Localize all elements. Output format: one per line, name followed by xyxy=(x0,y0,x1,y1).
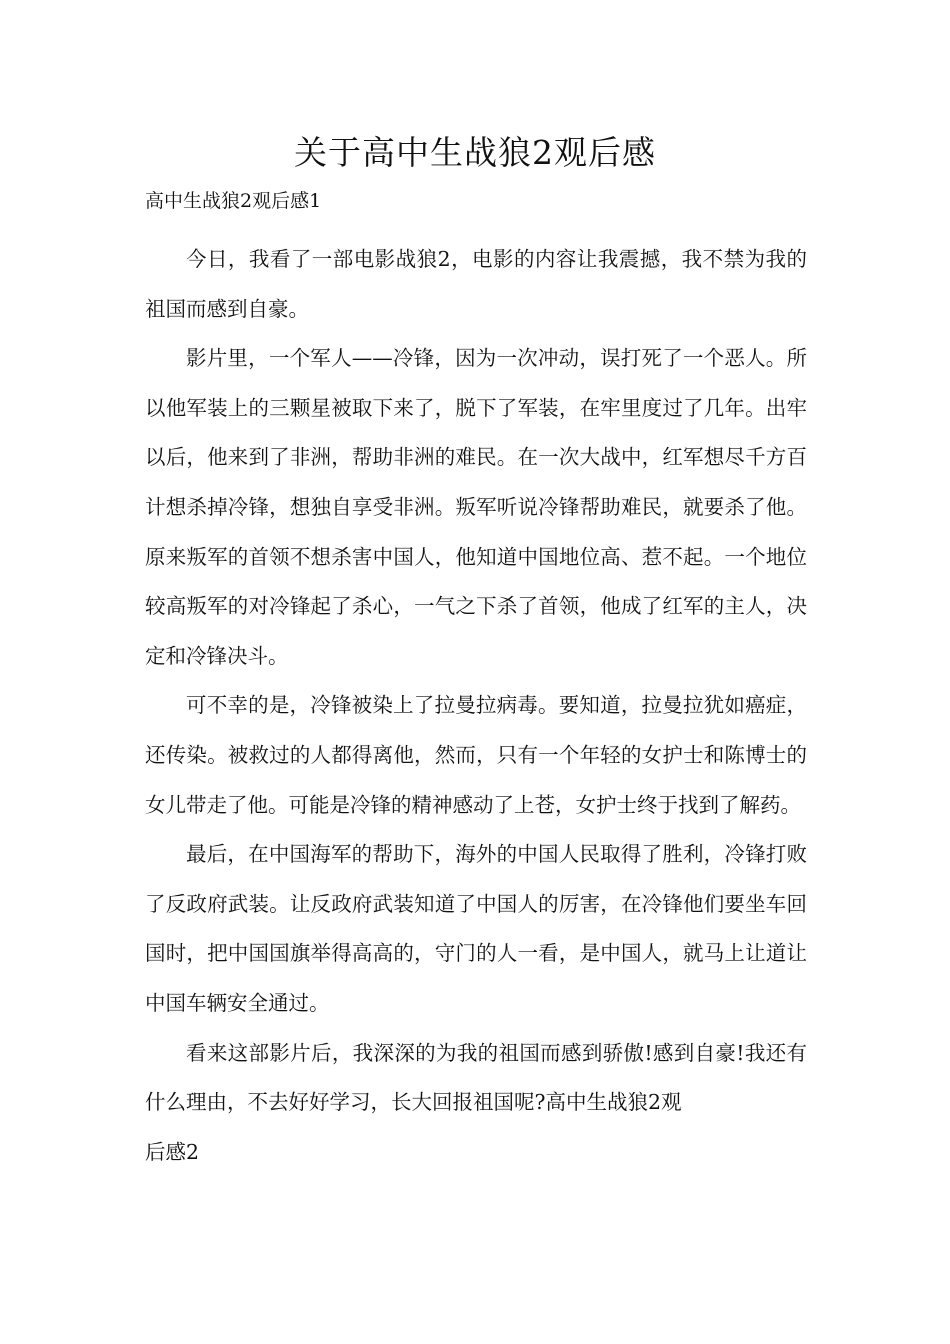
article-body xyxy=(145,186,807,1177)
paragraph: 看来这部影片后，我深深的为我的祖国而感到骄傲!感到自豪!我还有什么理由，不去好好学习，长大回报祖国呢?高中生战狼2观 xyxy=(145,1040,807,1115)
paragraph: 今日，我看了一部电影战狼2，电影的内容让我震撼，我不禁为我的祖国而感到自豪。 xyxy=(145,247,807,321)
section-subtitle: 高中生战狼2观后感1 xyxy=(145,190,322,212)
trailing-text: 后感2 xyxy=(145,1139,200,1164)
paragraph: 最后，在中国海军的帮助下，海外的中国人民取得了胜利，冷锋打败了反政府武装。让反政府武装知道了中国人的厉害，在冷锋他们要坐车回国时，把中国国旗举得高高的，守门的人一看，是中国人，就马上让道让中国车辆安全通过。 xyxy=(145,842,807,1015)
paragraph: 影片里，一个军人——冷锋，因为一次冲动，误打死了一个恶人。所以他军装上的三颗星被取下来了，脱下了军装，在牢里度过了几年。出牢以后，他来到了非洲，帮助非洲的难民。在一次大战中，红军想尽千方百计想杀掉冷锋，想独自享受非洲。叛军听说冷锋帮助难民，就要杀了他。原来叛军的首领不想杀害中国人，他知道中国地位高、惹不起。一个地位较高叛军的对冷锋起了杀心，一气之下杀了首领，他成了红军的主人，决定和冷锋决斗。 xyxy=(145,346,807,668)
paragraph: 可不幸的是，冷锋被染上了拉曼拉病毒。要知道，拉曼拉犹如癌症，还传染。被救过的人都得离他，然而，只有一个年轻的女护士和陈博士的女儿带走了他。可能是冷锋的精神感动了上苍，女护士终于找到了解药。 xyxy=(145,693,807,817)
page-title: 关于高中生战狼2观后感 xyxy=(294,133,656,172)
